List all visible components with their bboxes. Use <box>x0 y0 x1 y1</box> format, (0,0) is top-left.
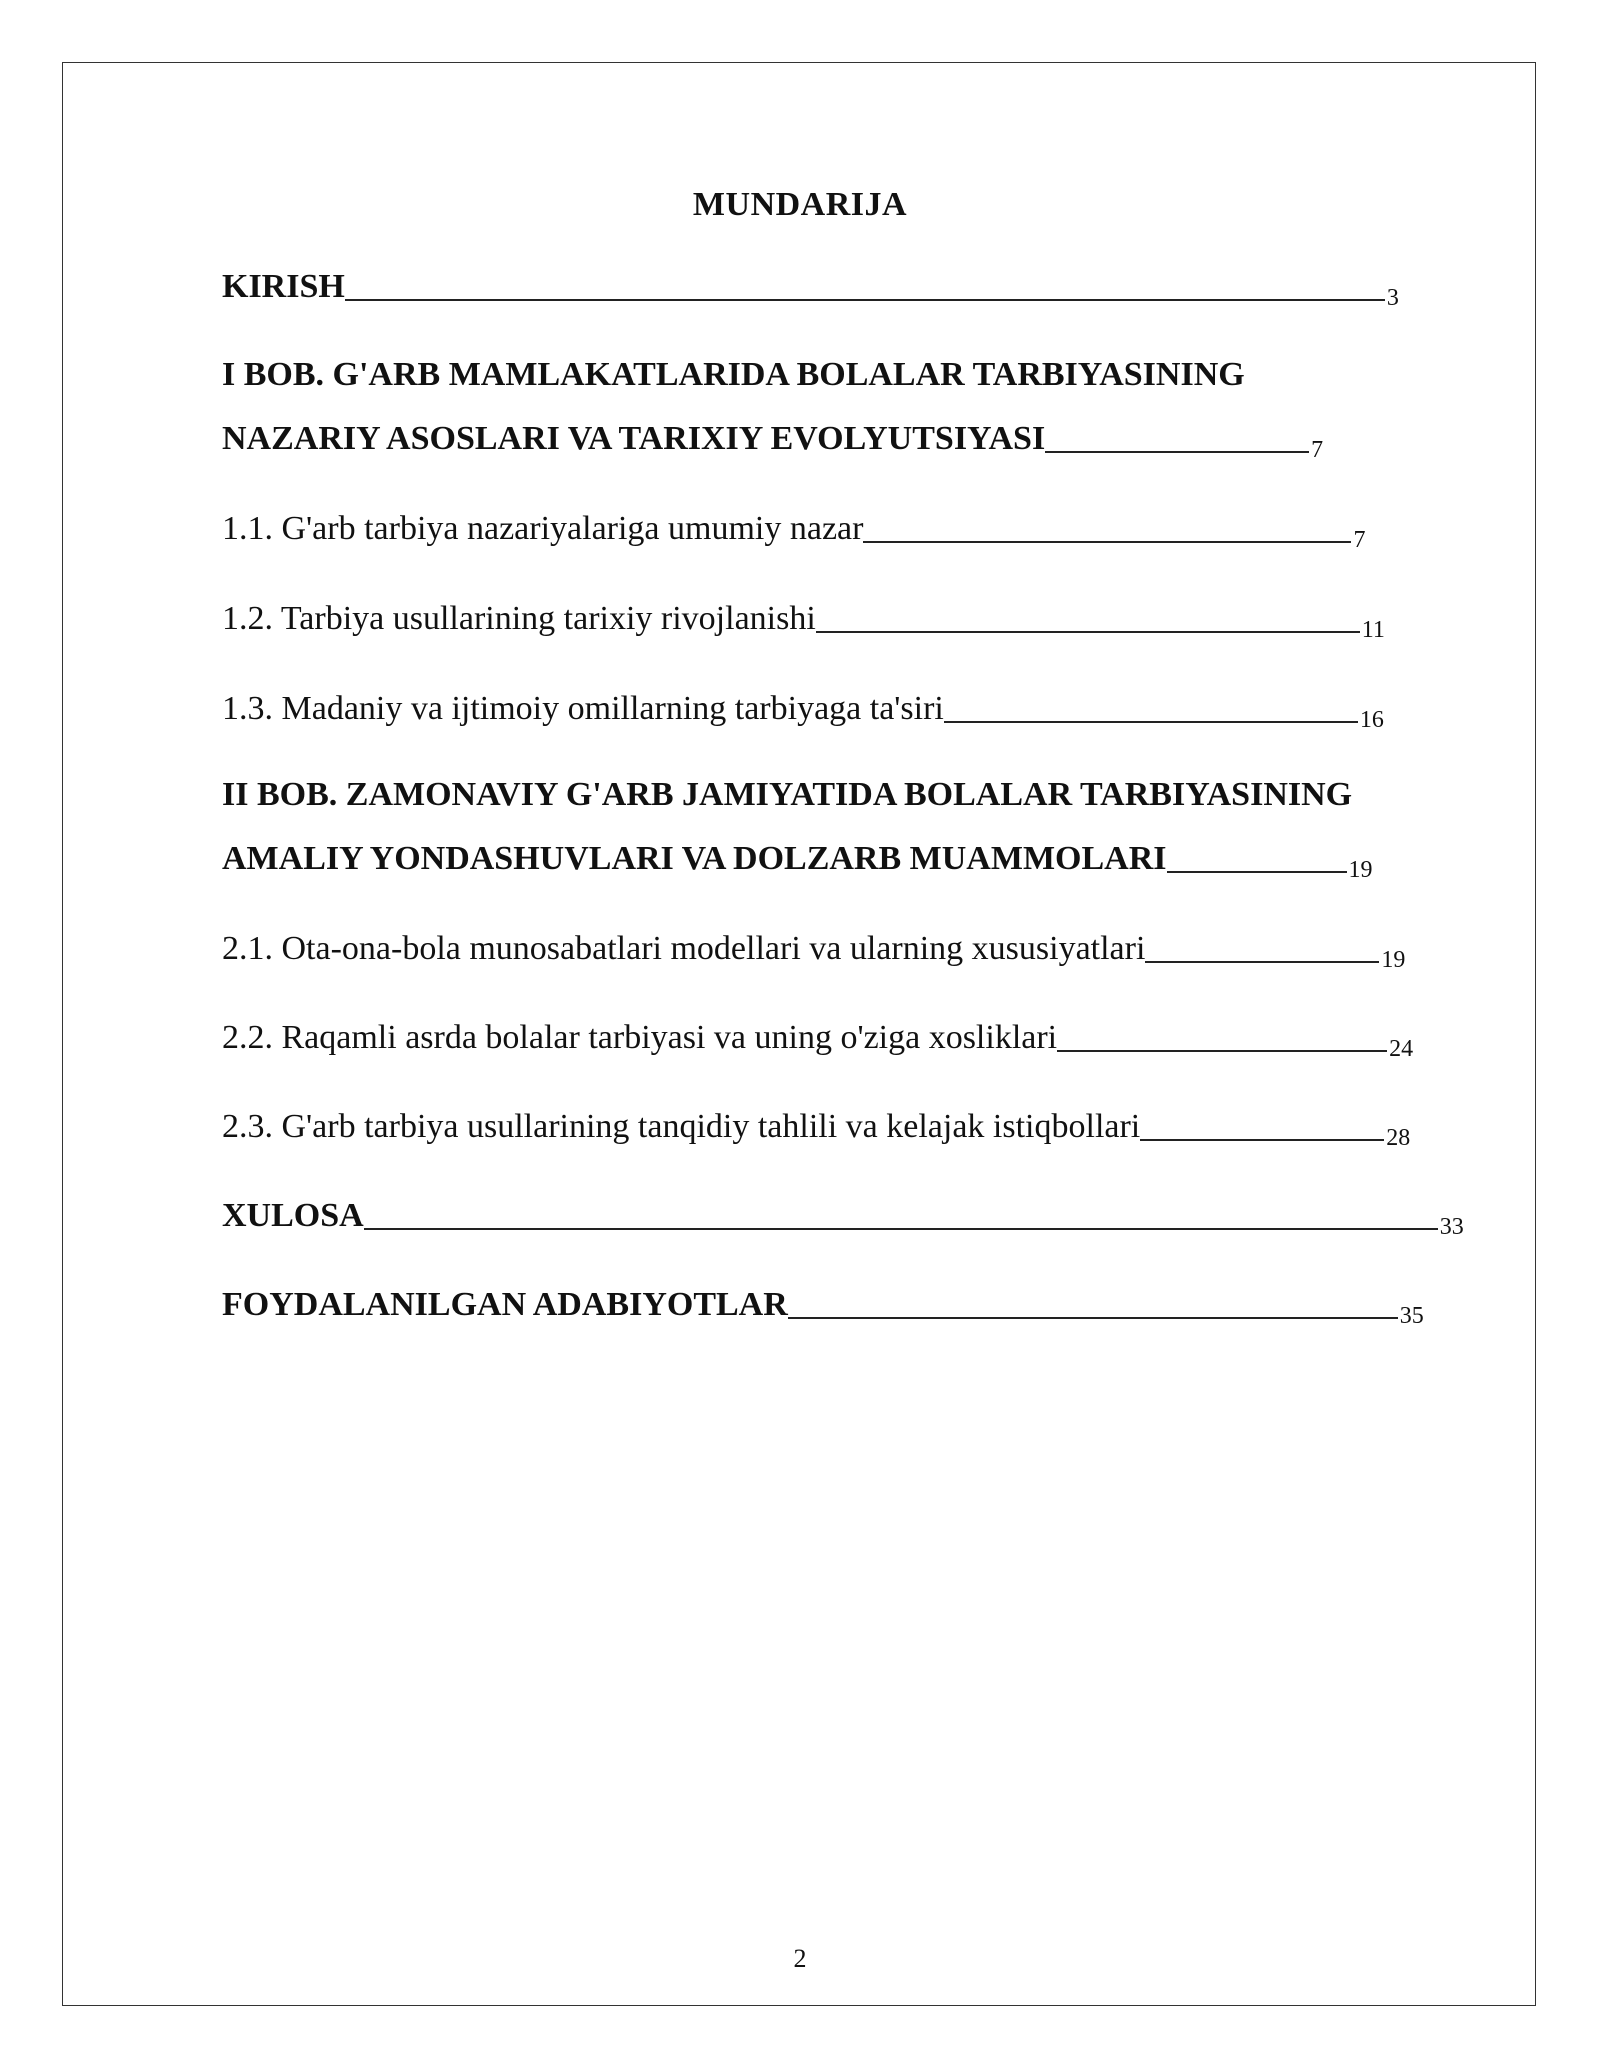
toc-entry-text: 1.1. G'arb tarbiya nazariyalariga umumiy nazar <box>222 510 864 547</box>
toc-page-number: 24 <box>1389 1036 1414 1062</box>
toc-entry-chapter-2[interactable] <box>222 840 1373 883</box>
toc-leader-line <box>1140 1139 1384 1141</box>
toc-page-number: 33 <box>1439 1214 1464 1240</box>
toc-page-number: 7 <box>1311 437 1324 463</box>
toc-entry-1-1[interactable] <box>222 510 1366 553</box>
toc-entry-chapter-1[interactable] <box>222 420 1324 463</box>
toc-entry-text: KIRISH <box>222 268 345 305</box>
toc-page-number: 11 <box>1361 617 1385 643</box>
toc-leader-line <box>1057 1050 1387 1052</box>
toc-chapter-1-heading-line1[interactable]: I BOB. G'ARB MAMLAKATLARIDA BOLALAR TARBIYASINING <box>222 356 1245 393</box>
toc-leader-line <box>1045 451 1309 453</box>
toc-entry-1-3[interactable] <box>222 690 1384 733</box>
page-number: 2 <box>793 1944 807 1973</box>
toc-title: MUNDARIJA <box>692 186 908 223</box>
toc-leader-line <box>364 1228 1438 1230</box>
toc-entry-text: XULOSA <box>222 1197 364 1234</box>
toc-page-number: 28 <box>1386 1125 1411 1151</box>
toc-chapter-2-heading-line1[interactable]: II BOB. ZAMONAVIY G'ARB JAMIYATIDA BOLALAR TARBIYASINING <box>222 776 1353 813</box>
toc-entry-adabiyotlar[interactable] <box>222 1286 1424 1329</box>
toc-page-number: 19 <box>1348 857 1373 883</box>
toc-leader-line <box>788 1317 1398 1319</box>
toc-entry-2-1[interactable] <box>222 930 1406 973</box>
toc-entry-2-3[interactable] <box>222 1108 1411 1151</box>
toc-entry-text: FOYDALANILGAN ADABIYOTLAR <box>222 1286 788 1323</box>
toc-entry-text: AMALIY YONDASHUVLARI VA DOLZARB MUAMMOLARI <box>222 840 1167 877</box>
toc-entry-1-2[interactable] <box>222 600 1385 643</box>
toc-leader-line <box>816 631 1360 633</box>
toc-entry-kirish[interactable] <box>222 268 1399 311</box>
toc-leader-line <box>345 299 1385 301</box>
toc-page-number: 16 <box>1359 707 1384 733</box>
toc-page-number: 35 <box>1399 1303 1424 1329</box>
toc-entry-text: 2.1. Ota-ona-bola munosabatlari modellari va ularning xususiyatlari <box>222 930 1146 967</box>
toc-entry-xulosa[interactable] <box>222 1197 1464 1240</box>
toc-page-number: 7 <box>1353 527 1366 553</box>
toc-leader-line <box>944 721 1358 723</box>
toc-page-number: 3 <box>1386 285 1399 311</box>
toc-entry-text: 1.3. Madaniy va ijtimoiy omillarning tarbiyaga ta'siri <box>222 690 944 727</box>
toc-entry-text: 2.3. G'arb tarbiya usullarining tanqidiy tahlili va kelajak istiqbollari <box>222 1108 1141 1145</box>
toc-entry-2-2[interactable] <box>222 1019 1414 1062</box>
toc-entry-text: 1.2. Tarbiya usullarining tarixiy rivojlanishi <box>222 600 816 637</box>
toc-page-number: 19 <box>1381 947 1406 973</box>
toc-leader-line <box>1145 961 1379 963</box>
toc-leader-line <box>863 541 1351 543</box>
toc-entry-text: NAZARIY ASOSLARI VA TARIXIY EVOLYUTSIYASI <box>222 420 1046 457</box>
toc-entry-text: 2.2. Raqamli asrda bolalar tarbiyasi va uning o'ziga xosliklari <box>222 1019 1058 1056</box>
toc-leader-line <box>1167 871 1347 873</box>
